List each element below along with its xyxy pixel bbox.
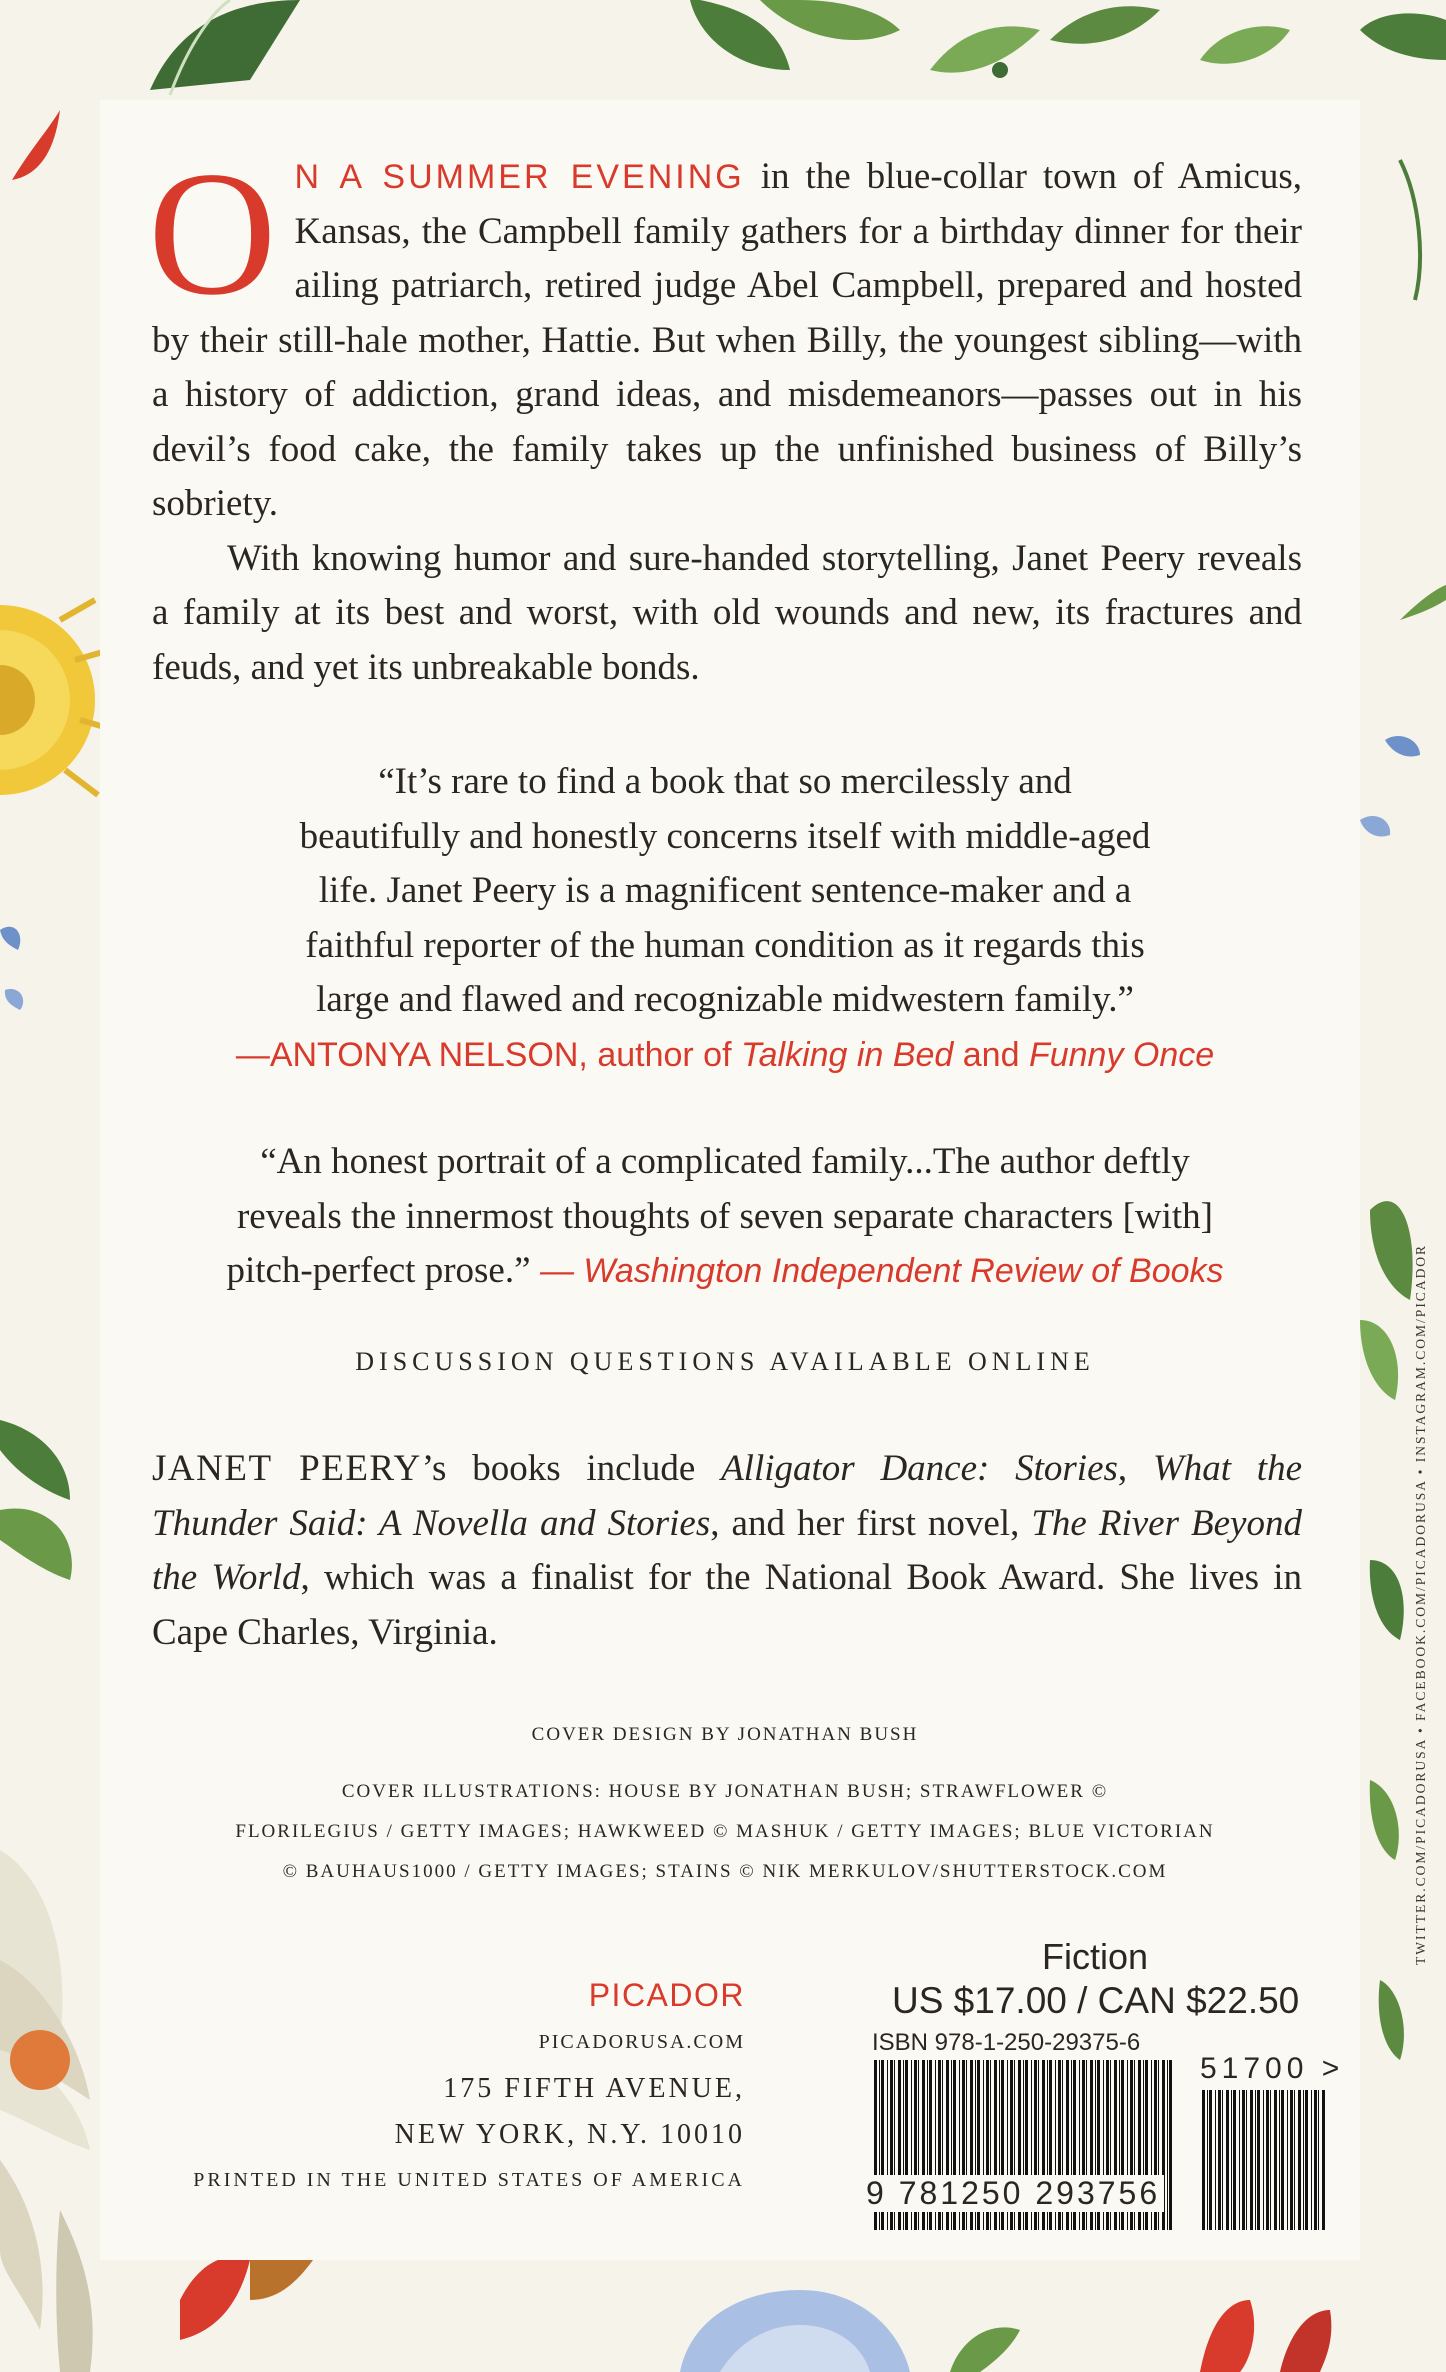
discussion-questions-note: DISCUSSION QUESTIONS AVAILABLE ONLINE bbox=[355, 1347, 1095, 1376]
quote-line: “It’s rare to find a book that so mercilessly and bbox=[378, 761, 1072, 802]
barcode-bar bbox=[1279, 2090, 1280, 2230]
bio-text: , which was a finalist for the National Book Award. She lives in Cape Charles, Virginia. bbox=[152, 1557, 1302, 1653]
barcode-bar bbox=[1263, 2090, 1264, 2230]
top-leaf-cluster bbox=[150, 0, 1446, 95]
ean-digits: 9 781250 293756 bbox=[862, 2175, 1164, 2212]
attribution-book-2: Funny Once bbox=[1028, 1035, 1215, 1074]
publisher-address-line-2: NEW YORK, N.Y. 10010 bbox=[394, 2119, 745, 2150]
bio-text: , bbox=[1117, 1448, 1153, 1489]
quote-attribution bbox=[150, 1028, 1300, 1083]
yellow-strawflower bbox=[0, 600, 115, 795]
author-bio bbox=[152, 1442, 1302, 1660]
barcode-bar bbox=[1169, 2060, 1172, 2230]
description-paragraph-1 bbox=[148, 134, 1302, 532]
barcode-bar bbox=[1215, 2090, 1216, 2230]
quote-line: faithful reporter of the human condition as it regards this bbox=[305, 924, 1145, 966]
barcode-bar bbox=[1209, 2090, 1212, 2230]
quote-source: — Washington Independent Review of Books bbox=[530, 1252, 1224, 1290]
isbn-label: ISBN 978-1-250-29375-6 bbox=[872, 2029, 1141, 2056]
right-leaves bbox=[1360, 1201, 1413, 2060]
bio-book-1: Alligator Dance: Stories bbox=[721, 1448, 1118, 1489]
right-sprigs bbox=[1360, 160, 1446, 837]
description-paragraph-2: With knowing humor and sure-handed storytelling, Janet Peery reveals a family at its best and worst, with old wounds and new, its fractures and feuds, and yet its unbreakable bonds. bbox=[152, 537, 1302, 688]
paragraph-1-text: in the blue-collar town of Amicus, Kansas, the Campbell family gathers for a birthday dinner for their ailing patriarch, retired judge Abel Campbell, prepared and hosted by their still-hale mother, Hattie. But when Billy, the youngest sibling—with a history of addiction, grand ideas, and misdemeanors—passes out in his devil’s food cake, the family takes up the unfinished business of Billy’s sobriety. bbox=[152, 156, 1302, 524]
left-blue-sprig bbox=[0, 927, 23, 1010]
credit-line: COVER ILLUSTRATIONS: HOUSE BY JONATHAN BUSH; STRAWFLOWER © bbox=[341, 1781, 1109, 1802]
barcode-bar bbox=[1202, 2090, 1205, 2230]
credit-line: © BAUHAUS1000 / GETTY IMAGES; STAINS © NIK MERKULOV/SHUTTERSTOCK.COM bbox=[282, 1861, 1168, 1882]
left-leaves bbox=[0, 1420, 72, 1580]
barcode-bar bbox=[1266, 2090, 1269, 2230]
author-name: JANET PEERY bbox=[152, 1448, 422, 1489]
barcode-bar bbox=[1226, 2090, 1229, 2230]
barcode-bar bbox=[1233, 2090, 1236, 2230]
credit-line: FLORILEGIUS / GETTY IMAGES; HAWKWEED © MASHUK / GETTY IMAGES; BLUE VICTORIAN bbox=[235, 1821, 1215, 1842]
barcode-bar bbox=[1167, 2060, 1168, 2230]
addon-barcode-icon bbox=[1200, 2090, 1330, 2230]
barcode-bar bbox=[1287, 2090, 1288, 2230]
barcode-bar bbox=[1250, 2090, 1253, 2230]
barcode-bar bbox=[1239, 2090, 1240, 2230]
quote-line: large and flawed and recognizable midwestern family.” bbox=[316, 979, 1134, 1020]
price-addon-digits: 51700 > bbox=[1200, 2052, 1345, 2085]
left-red-bud bbox=[12, 110, 60, 180]
barcode-bar bbox=[1270, 2090, 1271, 2230]
barcode-bar bbox=[1257, 2090, 1260, 2230]
barcode-bar bbox=[1222, 2090, 1223, 2230]
quote-line: life. Janet Peery is a magnificent sentence-maker and a bbox=[318, 870, 1132, 911]
quote-line bbox=[150, 1244, 1300, 1299]
barcode-bar bbox=[1231, 2090, 1232, 2230]
attribution-author: —ANTONYA NELSON, author of bbox=[235, 1035, 741, 1074]
barcode-bar bbox=[1274, 2090, 1277, 2230]
barcode-bar bbox=[1290, 2090, 1293, 2230]
barcode-bar bbox=[1322, 2090, 1325, 2230]
genre-label: Fiction bbox=[1042, 1936, 1149, 1977]
book-description bbox=[148, 134, 1302, 695]
barcode-block bbox=[862, 1930, 1362, 2260]
publisher-imprint: PICADOR bbox=[588, 1977, 745, 2013]
barcode-bar bbox=[1246, 2090, 1247, 2230]
quote-line: “An honest portrait of a complicated family...The author deftly bbox=[260, 1141, 1190, 1182]
barcode-bar bbox=[1294, 2090, 1295, 2230]
barcode-bar bbox=[1318, 2090, 1319, 2230]
review-quote-nelson bbox=[150, 755, 1300, 1082]
barcode-bar bbox=[1314, 2090, 1317, 2230]
printed-in-notice: PRINTED IN THE UNITED STATES OF AMERICA bbox=[193, 2169, 745, 2191]
attribution-and: and bbox=[953, 1035, 1029, 1074]
barcode-bar bbox=[1311, 2090, 1312, 2230]
barcode-bar bbox=[1255, 2090, 1256, 2230]
quote-line: beautifully and honestly concerns itself with middle-aged bbox=[299, 815, 1151, 857]
review-quote-washington bbox=[150, 1135, 1300, 1299]
barcode-bar bbox=[1242, 2090, 1245, 2230]
lead-in-text: N A SUMMER EVENING bbox=[294, 158, 745, 196]
barcode-bar bbox=[1281, 2090, 1284, 2230]
publisher-address-line-1: 175 FIFTH AVENUE, bbox=[443, 2073, 745, 2104]
attribution-book-1: Talking in Bed bbox=[740, 1035, 954, 1074]
quote-line: reveals the innermost thoughts of seven separate characters [with] bbox=[236, 1195, 1214, 1237]
barcode-bar bbox=[1298, 2090, 1301, 2230]
bio-book-2: What the Thunder Said: A Novella and Stories bbox=[152, 1448, 1303, 1544]
bio-book-3: The River Beyond the World bbox=[152, 1502, 1302, 1598]
white-waterlily bbox=[0, 1850, 93, 2372]
barcode-bar bbox=[1218, 2090, 1221, 2230]
bio-text: , and her first novel, bbox=[710, 1502, 1032, 1544]
publisher-website: PICADORUSA.COM bbox=[538, 2031, 745, 2053]
price-label: US $17.00 / CAN $22.50 bbox=[892, 1980, 1300, 2021]
quote-line-3: pitch-perfect prose.” bbox=[226, 1250, 531, 1291]
cover-illustration-credits bbox=[150, 1772, 1300, 1892]
barcode-bar bbox=[1305, 2090, 1308, 2230]
cover-design-credit: COVER DESIGN BY JONATHAN BUSH bbox=[531, 1724, 919, 1745]
barcode-bar bbox=[1207, 2090, 1208, 2230]
publisher-info bbox=[150, 1972, 745, 2202]
barcode-bar bbox=[1303, 2090, 1304, 2230]
bio-text: ’s books include bbox=[421, 1448, 722, 1489]
drop-cap: O bbox=[148, 134, 277, 332]
social-links-text: TWITTER.COM/PICADORUSA • FACEBOOK.COM/PICADORUSA • INSTAGRAM.COM/PICADOR bbox=[1413, 1243, 1428, 1965]
